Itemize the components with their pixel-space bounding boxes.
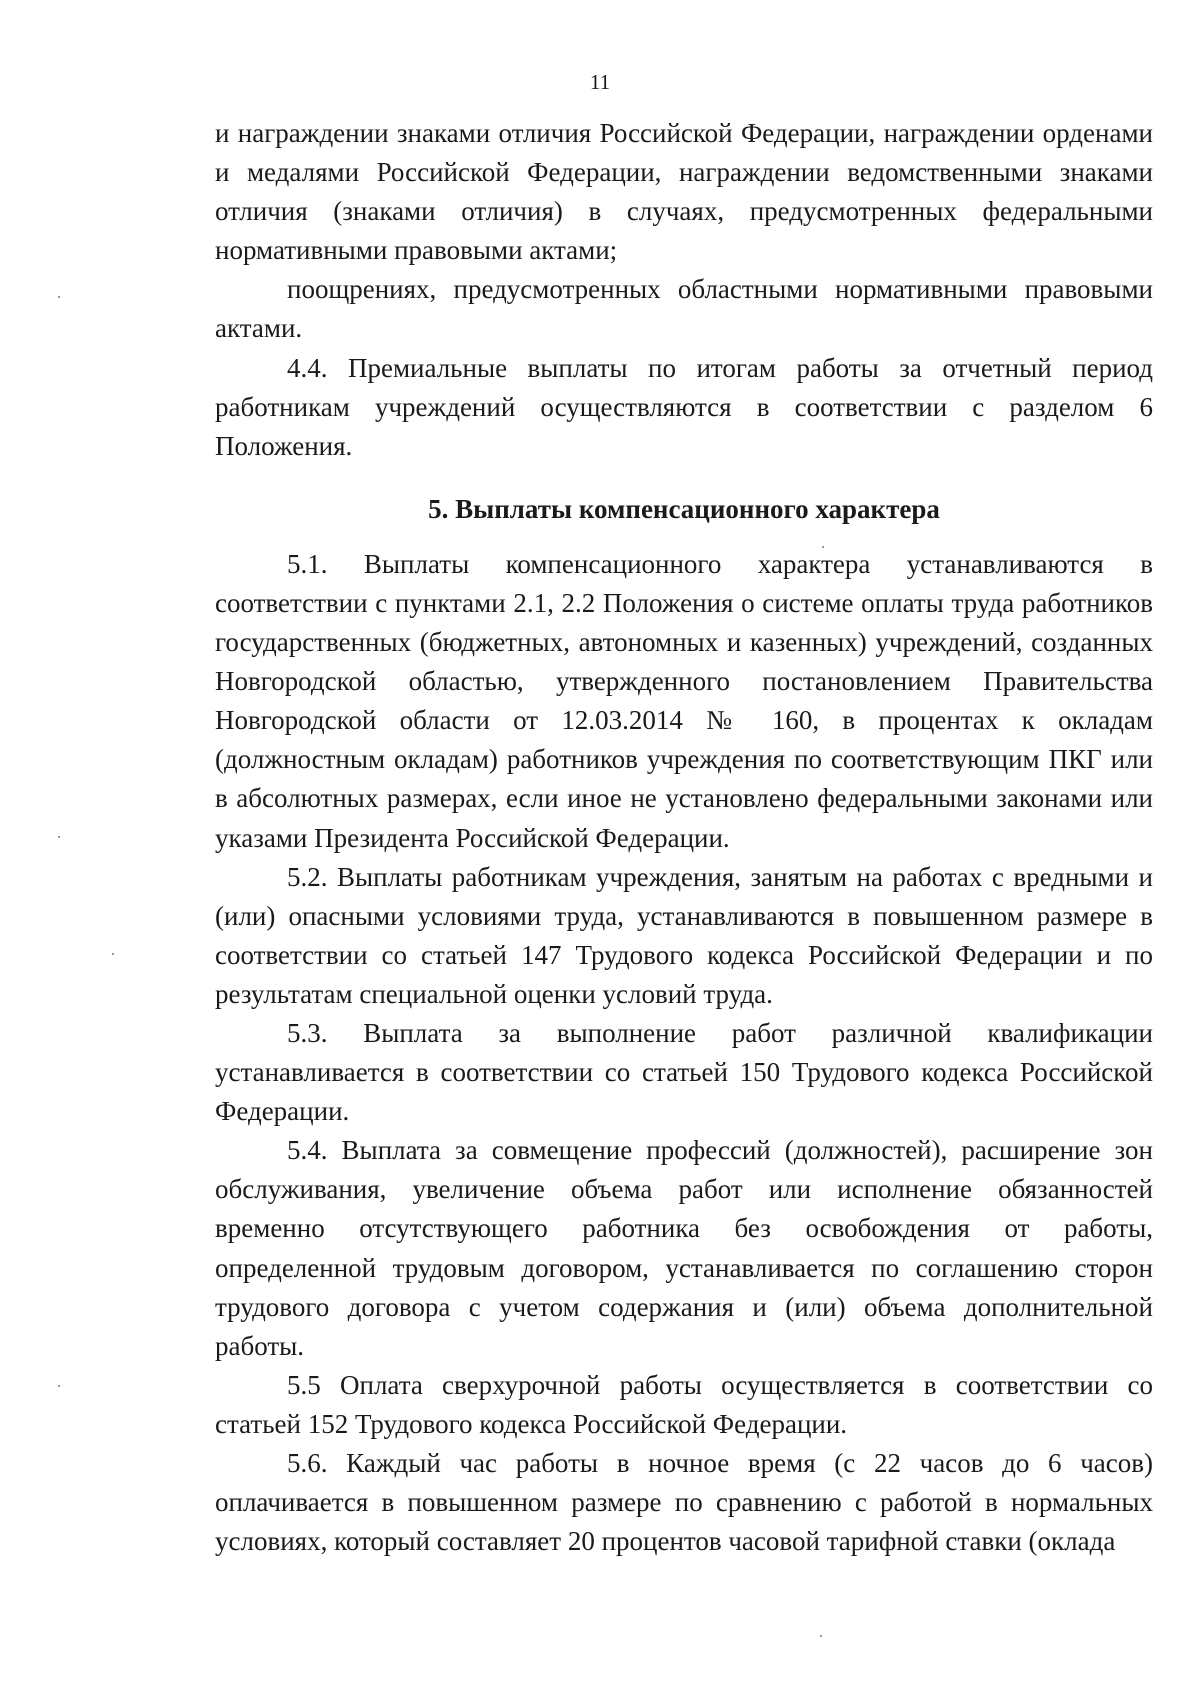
scan-mark <box>112 953 114 955</box>
scan-mark <box>58 296 60 298</box>
paragraph-awards-continued: и награждении знаками отличия Российской Федерации, награждении орденами и медалями Российской Федерации, награждении ведомственными знаками отличия (знаками отличия) в случаях, предусмотренных федеральными нормативными правовыми актами; <box>215 118 1153 266</box>
paragraph-5-4: 5.4. Выплата за совмещение профессий (должностей), расширение зон обслуживания, увеличение объема работ или исполнение обязанностей временно отсутствующего работника без освобождения от работы, определенной трудовым договором, устанавливается по соглашению сторон трудового договора с учетом содержания и (или) объема дополнительной работы. <box>215 1135 1153 1361</box>
paragraph-5-6: 5.6. Каждый час работы в ночное время (с 22 часов до 6 часов) оплачивается в повышенном размере по сравнению с работой в нормальных условиях, который составляет 20 процентов часовой тарифной ставки (оклада <box>215 1448 1153 1557</box>
document-body <box>215 114 1153 1561</box>
section-heading: 5. Выплаты компенсационного характера <box>428 493 940 524</box>
paragraph-5-2: 5.2. Выплаты работникам учреждения, занятым на работах с вредными и (или) опасными условиями труда, устанавливаются в повышенном размере в соответствии со статьей 147 Трудового кодекса Российской Федерации и по результатам специальной оценки условий труда. <box>215 861 1153 1009</box>
paragraph-incentives: поощрениях, предусмотренных областными нормативными правовыми актами. <box>215 274 1153 344</box>
paragraph-4-4: 4.4. Премиальные выплаты по итогам работы за отчетный период работникам учреждений осуществляются в соответствии с разделом 6 Положения. <box>215 352 1153 461</box>
page-number: 11 <box>589 70 611 94</box>
scan-mark <box>58 836 60 838</box>
paragraph-5-1: 5.1. Выплаты компенсационного характера устанавливаются в соответствии с пунктами 2.1, 2.2 Положения о системе оплаты труда работников государственных (бюджетных, автономных и казенных) учреждений, созданных Новгородской областью, утвержденного постановлением Правительства Новгородской области от 12.03.2014 № 160, в процентах к окладам (должностным окладам) работников учреждения по соответствующим ПКГ или в абсолютных размерах, если иное не установлено федеральными законами или указами Президента Российской Федерации. <box>215 548 1153 853</box>
scan-mark <box>820 1635 822 1637</box>
paragraph-5-3: 5.3. Выплата за выполнение работ различной квалификации устанавливается в соответствии со статьей 150 Трудового кодекса Российской Федерации. <box>215 1017 1153 1127</box>
scan-mark <box>58 1385 60 1387</box>
paragraph-5-5: 5.5 Оплата сверхурочной работы осуществляется в соответствии со статьей 152 Трудового кодекса Российской Федерации. <box>215 1369 1153 1439</box>
